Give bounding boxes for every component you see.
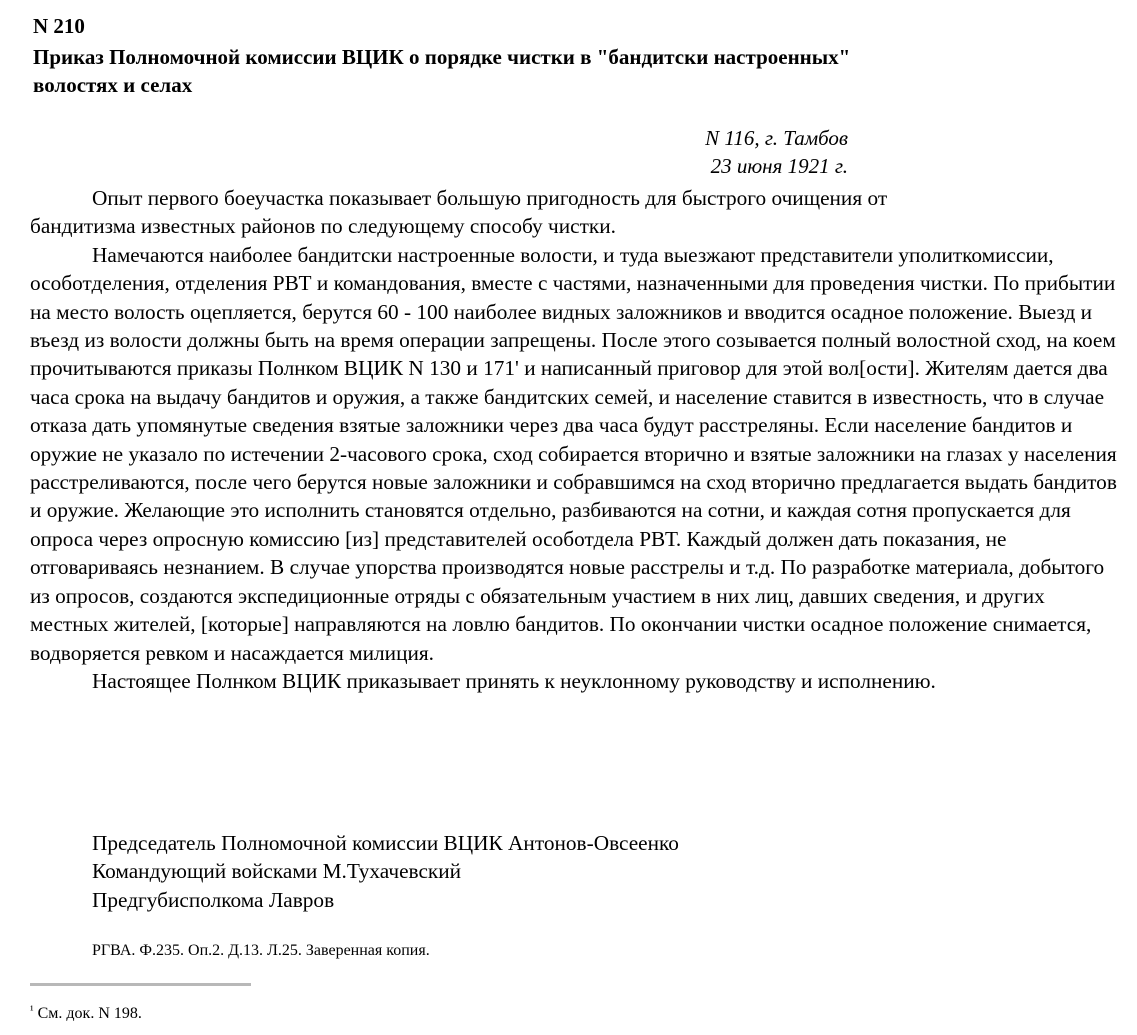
document-number: N 210 <box>33 14 85 38</box>
document-title: Приказ Полномочной комиссии ВЦИК о порядке чистки в "бандитски настроенных" волостях и селах <box>33 45 851 97</box>
document-body <box>30 184 1122 695</box>
footnote-mark: ¹ <box>30 1003 34 1017</box>
paragraph-2: Намечаются наиболее бандитски настроенные волости, и туда выезжают представители уполиткомиссии, особотделения, отделения РВТ и командования, вместе с частями, назначенными для проведения чистки. По прибытии на место волость оцепляется, берутся 60 - 100 наиболее видных заложников и вводится осадное положение. Выезд и въезд из волости должны быть на время операции запрещены. После этого созывается полный волостной сход, на коем прочитываются приказы Полнком ВЦИК N 130 и 171' и написанный приговор для этой вол[ости]. Жителям дается два часа срока на выдачу бандитов и оружия, а также бандитских семей, и население ставится в известность, что в случае отказа дать упомянутые сведения взятые заложники через два часа будут расстреляны. Если население бандитов и оружие не указало по истечении 2-часового срока, сход собирается вторично и взятые заложники на глазах у населения расстреливаются, после чего берутся новые заложники и собравшимся на сход вторично предлагается выдать бандитов и оружие. Желающие это исполнить становятся отдельно, разбиваются на сотни, и каждая сотня пропускается для опроса через опросную комиссию [из] представителей особотдела РВТ. Каждый должен дать показания, не отговариваясь незнанием. В случае упорства производятся новые расстрелы и т.д. По разработке материала, добытого из опросов, создаются экспедиционные отряды с обязательным участием в них лиц, давших сведения, и других местных жителей, [которые] направляются на ловлю бандитов. По окончании чистки осадное положение снимается, водворяется ревком и насаждается милиция. <box>30 242 1117 665</box>
archive-reference: РГВА. Ф.235. Оп.2. Д.13. Л.25. Заверенная копия. <box>92 942 430 959</box>
paragraph-1: Опыт первого боеучастка показывает большую пригодность для быстрого очищения от бандитизма известных районов по следующему способу чистки. <box>30 186 888 239</box>
footnote-divider <box>30 983 251 986</box>
order-number-place: N 116, г. Тамбов <box>705 126 848 150</box>
order-date: 23 июня 1921 г. <box>710 154 848 178</box>
footnote-text: См. док. N 198. <box>33 1005 142 1022</box>
paragraph-3: Настоящее Полнком ВЦИК приказывает принять к неуклонному руководству и исполнению. <box>92 668 936 693</box>
signature-gubispolkom-chairman: Предгубисполкома Лавров <box>92 887 335 912</box>
signature-commander: Командующий войсками М.Тухачевский <box>92 859 462 884</box>
signature-commission-chairman: Председатель Полномочной комиссии ВЦИК Антонов-Овсеенко <box>92 831 679 855</box>
signatures-block <box>92 829 679 914</box>
footnote <box>30 999 142 1025</box>
